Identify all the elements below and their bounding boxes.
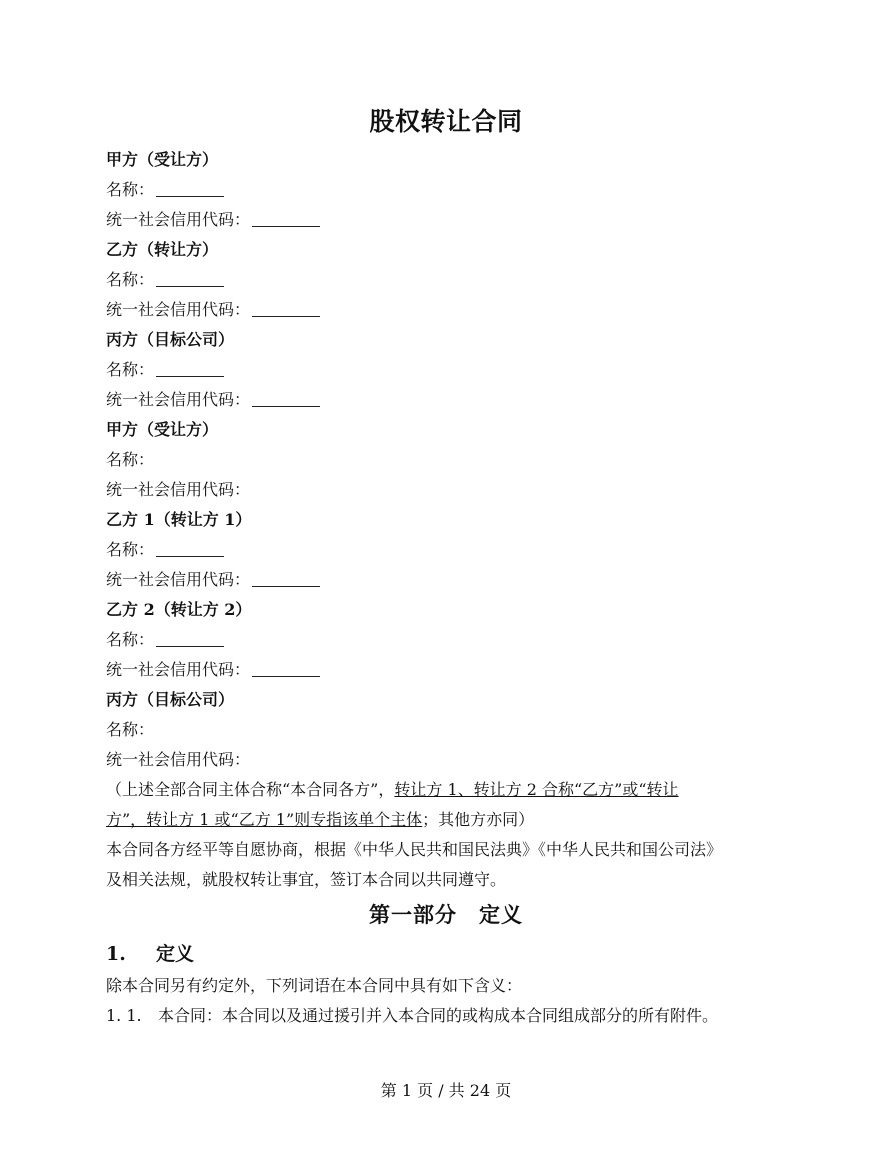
part-title: 第一部分 定义 <box>369 902 523 927</box>
party-code-line <box>106 565 786 595</box>
party-heading: 丙方（目标公司） <box>106 330 235 349</box>
party-name-line <box>106 355 786 385</box>
party-heading: 乙方（转让方） <box>106 240 219 259</box>
code-label: 统一社会信用代码： <box>106 570 251 589</box>
document-title: 股权转让合同 <box>369 107 523 136</box>
fill-in-blank[interactable] <box>156 268 224 287</box>
clause-line <box>106 1001 786 1031</box>
party-heading: 乙方 2（转让方 2） <box>106 600 252 619</box>
code-label: 统一社会信用代码： <box>106 210 251 229</box>
party-name-line <box>106 265 786 295</box>
name-label: 名称： <box>106 270 155 289</box>
code-label: 统一社会信用代码： <box>106 750 251 769</box>
party-name-line <box>106 535 786 565</box>
party-heading: 甲方（受让方） <box>106 420 219 439</box>
parties-note-line-2 <box>106 805 786 835</box>
definitions-section <box>106 937 786 1031</box>
clause-text: 本合同：本合同以及通过援引并入本合同的或构成本合同组成部分的所有附件。 <box>158 1006 719 1025</box>
fill-in-blank[interactable] <box>252 568 320 587</box>
party-name-line <box>106 715 786 745</box>
name-label: 名称： <box>106 360 155 379</box>
preamble-line: 本合同各方经平等自愿协商，根据《中华人民共和国民法典》《中华人民共和国公司法》 <box>106 840 723 859</box>
section-intro: 除本合同另有约定外，下列词语在本合同中具有如下含义： <box>106 976 523 995</box>
party-name-line <box>106 445 786 475</box>
party-code-line <box>106 475 786 505</box>
fill-in-blank[interactable] <box>156 538 224 557</box>
party-code-line <box>106 205 786 235</box>
note-underlined-text: 方”，转让方 1 或“乙方 1”则专指该单个主体 <box>106 810 423 829</box>
party-code-line <box>106 385 786 415</box>
party-code-line <box>106 655 786 685</box>
party-code-line <box>106 745 786 775</box>
section-number: 1. <box>106 943 126 965</box>
name-label: 名称： <box>106 540 155 559</box>
party-name-line <box>106 625 786 655</box>
parties-block <box>106 145 786 895</box>
party-name-line <box>106 175 786 205</box>
fill-in-blank[interactable] <box>156 628 224 647</box>
code-label: 统一社会信用代码： <box>106 390 251 409</box>
clause-number: 1. 1. <box>106 1006 142 1025</box>
note-text: （上述全部合同主体合称“本合同各方”， <box>106 780 395 799</box>
page-footer: 第 1 页 / 共 24 页 <box>380 1081 512 1100</box>
note-text: ；其他方亦同） <box>422 810 535 829</box>
code-label: 统一社会信用代码： <box>106 660 251 679</box>
note-underlined-text: 转让方 1、转让方 2 合称“乙方”或“转让 <box>394 780 679 799</box>
section-heading <box>106 937 786 971</box>
fill-in-blank[interactable] <box>252 658 320 677</box>
fill-in-blank[interactable] <box>252 388 320 407</box>
fill-in-blank[interactable] <box>252 298 320 317</box>
code-label: 统一社会信用代码： <box>106 300 251 319</box>
section-title: 定义 <box>156 943 195 965</box>
name-label: 名称： <box>106 450 155 469</box>
preamble-line: 及相关法规，就股权转让事宜，签订本合同以共同遵守。 <box>106 870 507 889</box>
name-label: 名称： <box>106 630 155 649</box>
name-label: 名称： <box>106 720 155 739</box>
fill-in-blank[interactable] <box>252 208 320 227</box>
parties-note-line-1 <box>106 775 786 805</box>
party-heading: 甲方（受让方） <box>106 150 219 169</box>
party-code-line <box>106 295 786 325</box>
party-heading: 丙方（目标公司） <box>106 690 235 709</box>
fill-in-blank[interactable] <box>156 178 224 197</box>
party-heading: 乙方 1（转让方 1） <box>106 510 252 529</box>
code-label: 统一社会信用代码： <box>106 480 251 499</box>
name-label: 名称： <box>106 180 155 199</box>
fill-in-blank[interactable] <box>156 358 224 377</box>
